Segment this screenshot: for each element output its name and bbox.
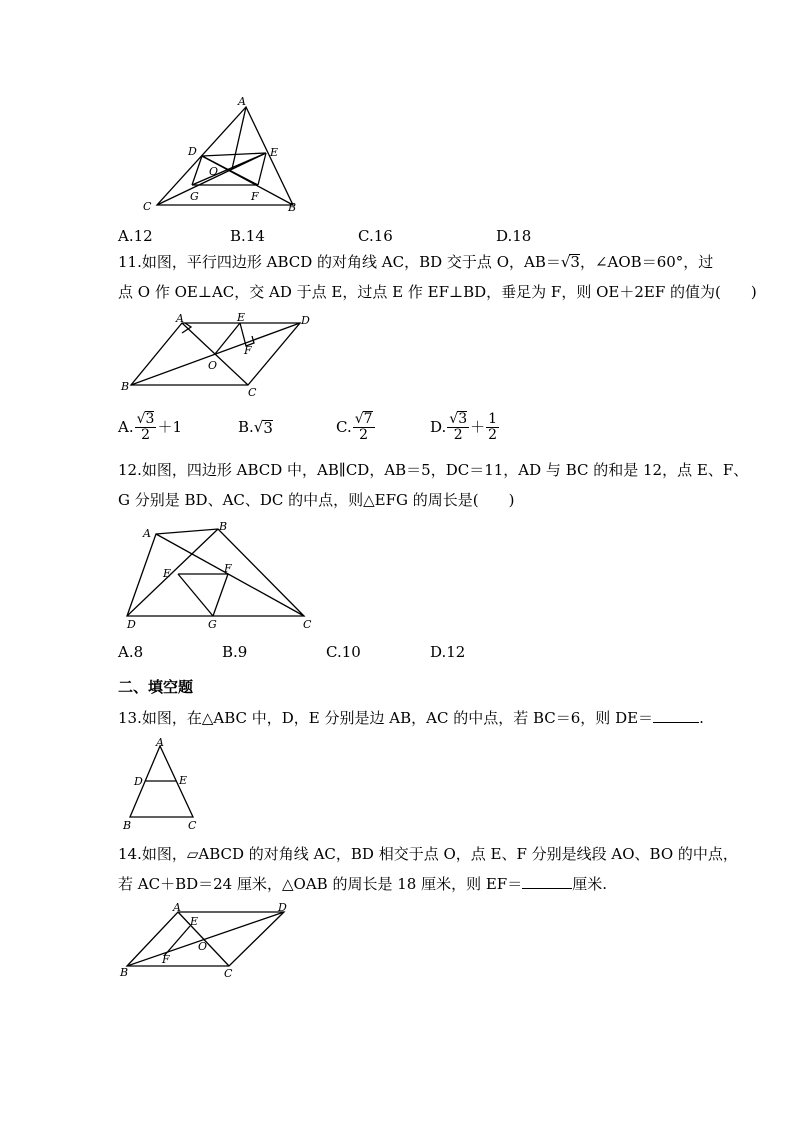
q10-figure	[140, 92, 310, 217]
q11-figure	[118, 310, 318, 400]
q11-label-c: C	[248, 386, 257, 399]
q11-option-d-den2: 2	[488, 426, 498, 443]
q13-label-b: B	[123, 819, 132, 832]
q11-label-o: O	[208, 359, 218, 372]
q13-text-a: 13.如图，在△ABC 中，D，E 分别是边 AB，AC 的中点，若 BC＝6，则 DE＝	[118, 709, 654, 727]
q13-label-a: A	[156, 736, 164, 749]
q11-text-1b: ，∠AOB＝60°，过	[579, 253, 714, 271]
q11-option-a-suffix: ＋1	[157, 418, 182, 436]
q14-label-a: A	[173, 901, 181, 914]
section-heading: 二、填空题	[118, 678, 194, 696]
q11-option-d-num1: 3	[458, 411, 468, 427]
q14-text-a: 若 AC＋BD＝24 厘米，△OAB 的周长是 18 厘米，则 EF＝	[118, 875, 523, 893]
q13-label-c: C	[188, 819, 197, 832]
q11-option-a-num: 3	[145, 411, 155, 427]
q11-option-b-prefix: B.	[238, 418, 254, 436]
q11-option-a-prefix: A.	[118, 418, 134, 436]
q12-figure	[118, 518, 318, 634]
q10-label-c: C	[143, 200, 152, 213]
q11-option-d-den1: 2	[453, 427, 463, 443]
q14-figure	[118, 900, 298, 984]
q10-label-e: E	[270, 146, 279, 159]
q12-label-c: C	[303, 618, 312, 631]
q10-label-o: O	[209, 165, 219, 178]
q12-line-2: G 分别是 BD、AC、DC 的中点，则△EFG 的周长是( )	[118, 491, 515, 509]
q11-option-a-den: 2	[141, 427, 150, 443]
q10-label-d: D	[188, 145, 197, 158]
q12-option-d: D.12	[430, 643, 466, 661]
q11-radicand: 3	[570, 253, 580, 271]
q11-label-a: A	[176, 312, 184, 325]
q12-label-b: B	[219, 520, 228, 533]
q11-label-f: F	[244, 344, 252, 357]
q11-option-b: B. √ 3	[238, 418, 273, 437]
q10-option-a: A.12	[118, 227, 153, 245]
q12-option-c: C.10	[326, 643, 361, 661]
q10-label-f: F	[251, 190, 259, 203]
q10-option-c: C.16	[358, 227, 393, 245]
q13-label-d: D	[134, 775, 143, 788]
q14-line-1: 14.如图，▱ABCD 的对角线 AC，BD 相交于点 O，点 E、F 分别是线段 AO、BO 的中点，	[118, 845, 738, 863]
q11-option-d-prefix: D.	[430, 418, 447, 436]
q14-label-o: O	[198, 940, 208, 953]
q10-option-d: D.18	[496, 227, 532, 245]
q14-text-b: 厘米.	[572, 875, 607, 893]
q12-label-e: E	[163, 567, 172, 580]
q12-line-1: 12.如图，四边形 ABCD 中，AB∥CD，AB＝5，DC＝11，AD 与 BC 的和是 12，点 E、F、	[118, 461, 749, 479]
q13-text-b: .	[699, 709, 704, 727]
q12-option-a: A.8	[118, 643, 144, 661]
q14-answer-blank[interactable]	[522, 874, 572, 889]
q11-option-c	[336, 406, 376, 448]
q14-label-d: D	[278, 901, 287, 914]
q11-option-d	[430, 406, 500, 448]
q12-label-a: A	[143, 527, 151, 540]
q13-line-1	[118, 708, 704, 728]
q11-line-2: 点 O 作 OE⊥AC，交 AD 于点 E，过点 E 作 EF⊥BD，垂足为 F，则 OE＋2EF 的值为( )	[118, 283, 757, 301]
q14-label-f: F	[162, 953, 170, 966]
q10-option-b: B.14	[230, 227, 265, 245]
q11-option-c-den: 2	[359, 427, 369, 443]
q13-answer-blank[interactable]	[653, 708, 699, 723]
q10-label-b: B	[288, 201, 297, 214]
q14-label-c: C	[224, 967, 233, 980]
q14-label-b: B	[120, 966, 129, 979]
q12-option-b: B.9	[222, 643, 248, 661]
q10-label-g: G	[190, 190, 199, 203]
q11-sqrt: √3	[560, 253, 580, 271]
q14-label-e: E	[190, 915, 199, 928]
q10-label-a: A	[238, 95, 246, 108]
q13-label-e: E	[179, 774, 188, 787]
q11-option-a	[118, 406, 182, 448]
q11-text-1a: 11.如图，平行四边形 ABCD 的对角线 AC，BD 交于点 O，AB＝	[118, 253, 561, 271]
q11-option-d-num2: 1	[488, 410, 498, 427]
q11-option-d-frac-2	[486, 412, 499, 443]
q12-label-f: F	[224, 562, 232, 575]
q11-option-c-prefix: C.	[336, 418, 352, 436]
q11-label-e: E	[237, 311, 246, 324]
q11-option-c-frac: $\frac{√7}{2}$	[354, 411, 373, 443]
q11-option-d-plus: ＋	[470, 418, 486, 436]
q11-label-b: B	[121, 380, 130, 393]
q11-option-b-rad: 3	[263, 418, 273, 437]
q11-line-1	[118, 252, 713, 272]
q11-option-a-frac: $\frac{√3}{2}$	[136, 411, 155, 443]
q12-label-g: G	[208, 618, 217, 631]
q11-label-d: D	[301, 314, 310, 327]
q11-option-c-num: 7	[363, 411, 373, 427]
q14-line-2	[118, 874, 607, 894]
q11-option-d-frac-1: $\frac{√3}{2}$	[449, 411, 468, 443]
q12-label-d: D	[127, 618, 136, 631]
q13-figure	[118, 736, 208, 832]
